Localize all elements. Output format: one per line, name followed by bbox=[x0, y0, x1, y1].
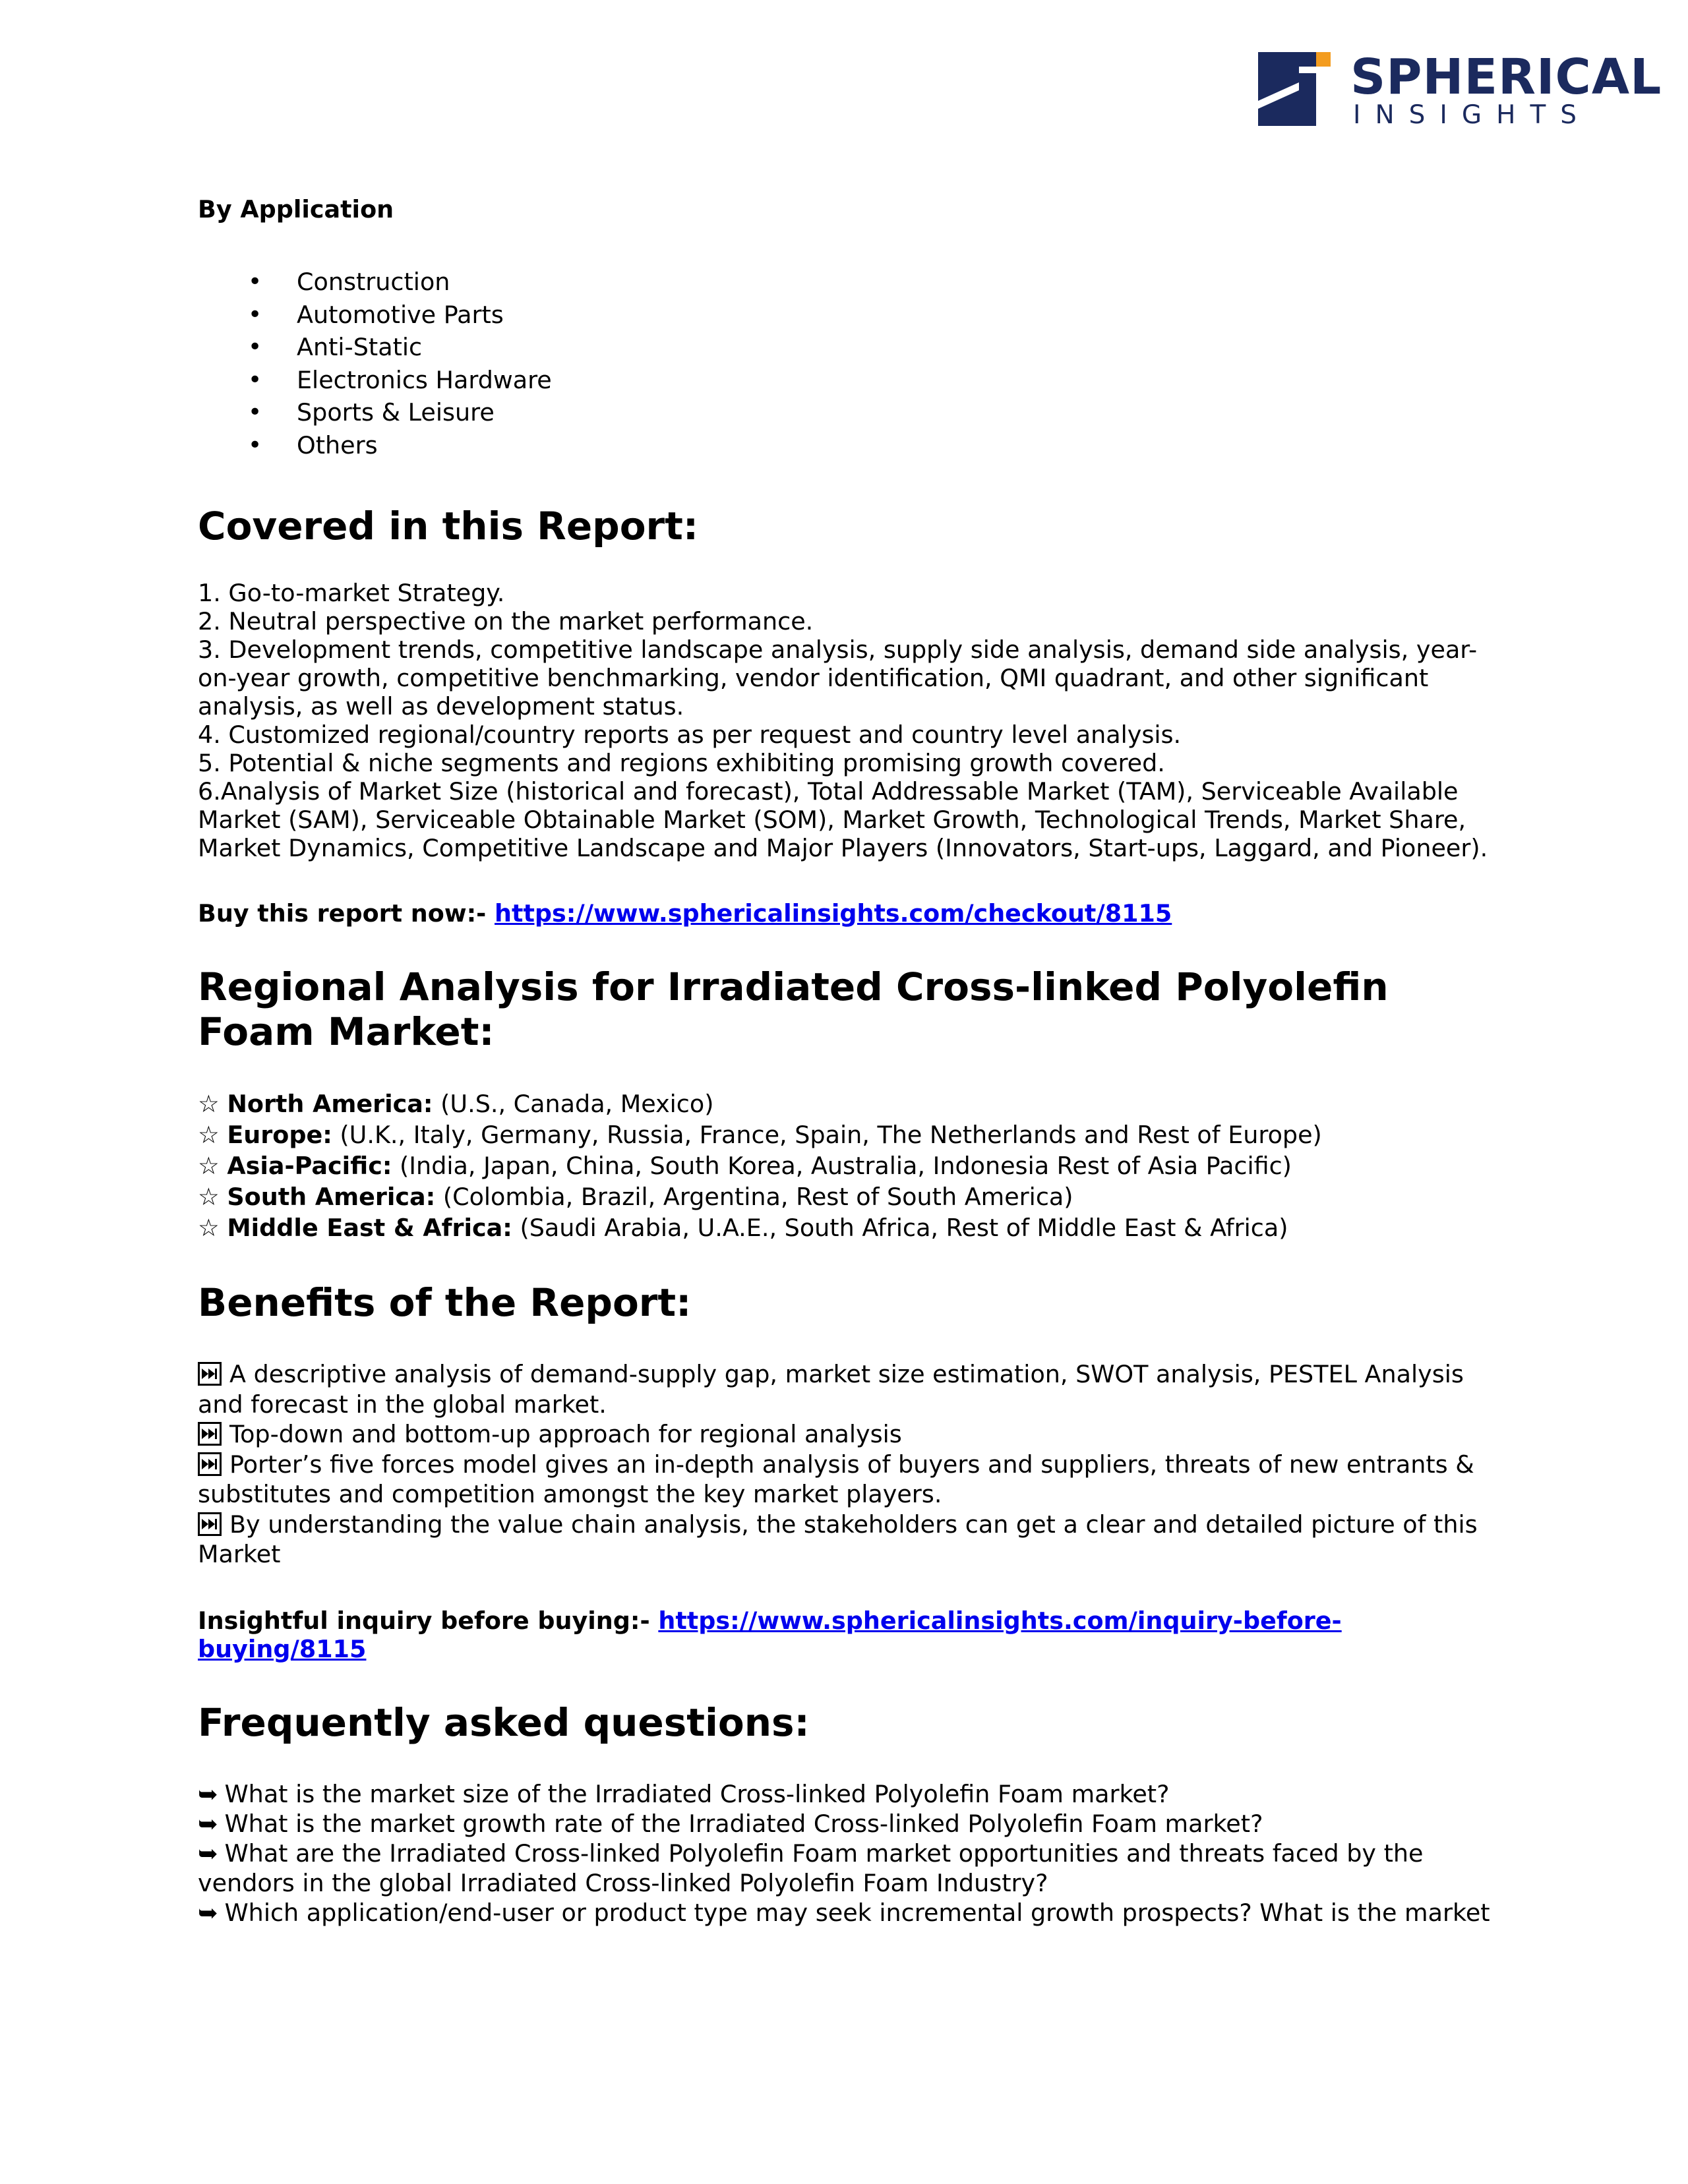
list-item: • Sports & Leisure bbox=[198, 396, 1503, 429]
buy-label: Buy this report now:- bbox=[198, 899, 495, 928]
fast-forward-box-icon bbox=[198, 1452, 222, 1476]
regional-heading: Regional Analysis for Irradiated Cross-linked Polyolefin Foam Market: bbox=[198, 964, 1389, 1054]
benefit-list bbox=[198, 1359, 1503, 1570]
logo-wordmark-bottom: INSIGHTS bbox=[1353, 100, 1592, 130]
star-icon: ☆ bbox=[198, 1214, 220, 1242]
list-item: • Automotive Parts bbox=[198, 299, 1503, 332]
list-item: ☆ North America: (U.S., Canada, Mexico) bbox=[198, 1090, 714, 1118]
list-item: • Anti-Static bbox=[198, 331, 1503, 364]
region-list bbox=[198, 1088, 1503, 1243]
bullet-icon: • bbox=[248, 399, 262, 426]
benefits-heading: Benefits of the Report: bbox=[198, 1280, 692, 1325]
list-item: • Electronics Hardware bbox=[198, 364, 1503, 397]
faq-heading: Frequently asked questions: bbox=[198, 1699, 810, 1745]
fast-forward-box-icon bbox=[198, 1512, 222, 1536]
star-icon: ☆ bbox=[198, 1121, 220, 1149]
inquiry-label: Insightful inquiry before buying:- bbox=[198, 1606, 659, 1635]
list-item: ☆ Europe: (U.K., Italy, Germany, Russia, France, Spain, The Netherlands and Rest of Europe) bbox=[198, 1121, 1322, 1149]
list-item: ➥ What is the market growth rate of the Irradiated Cross-linked Polyolefin Foam market? bbox=[198, 1809, 1263, 1838]
list-item: 6.Analysis of Market Size (historical and forecast), Total Addressable Market (TAM), Serviceable Available Market (SAM), Serviceable Obtainable Market (SOM), Market Growth, Technological Trends, Market Share, Market Dynamics, Competitive Landscape and Major Players (Innovators, Start-ups, Laggard, and Pioneer). bbox=[198, 777, 1488, 862]
logo-mark-icon bbox=[1258, 52, 1331, 126]
arrow-icon: ➥ bbox=[198, 1898, 218, 1927]
star-icon: ☆ bbox=[198, 1090, 220, 1118]
bullet-icon: • bbox=[248, 268, 262, 295]
star-icon: ☆ bbox=[198, 1183, 220, 1211]
checkout-link[interactable]: https://www.sphericalinsights.com/checkout/8115 bbox=[495, 899, 1172, 928]
list-item: A descriptive analysis of demand-supply gap, market size estimation, SWOT analysis, PESTEL Analysis and forecast in the global market. bbox=[198, 1360, 1464, 1419]
star-icon: ☆ bbox=[198, 1152, 220, 1180]
logo-wordmark-top: SPHERICAL bbox=[1350, 49, 1662, 105]
covered-list bbox=[198, 579, 1503, 862]
list-item: 4. Customized regional/country reports as per request and country level analysis. bbox=[198, 721, 1182, 749]
bullet-icon: • bbox=[248, 431, 262, 459]
list-item: 5. Potential & niche segments and regions exhibiting promising growth covered. bbox=[198, 749, 1165, 777]
buy-report-line bbox=[198, 899, 1503, 928]
spherical-insights-logo bbox=[1258, 49, 1662, 130]
arrow-icon: ➥ bbox=[198, 1839, 218, 1868]
list-item: • Others bbox=[198, 429, 1503, 462]
inquiry-line bbox=[198, 1607, 1503, 1663]
list-item: 3. Development trends, competitive landscape analysis, supply side analysis, demand side analysis, year-on-year growth, competitive benchmarking, vendor identification, QMI quadrant, and other significant analysis, as well as development status. bbox=[198, 635, 1478, 721]
document-content bbox=[198, 195, 1503, 1928]
list-item: 2. Neutral perspective on the market performance. bbox=[198, 607, 814, 635]
list-item: ☆ South America: (Colombia, Brazil, Argentina, Rest of South America) bbox=[198, 1183, 1073, 1211]
list-item: Top-down and bottom-up approach for regional analysis bbox=[198, 1419, 1503, 1450]
application-list bbox=[198, 266, 1503, 461]
list-item: ☆ Middle East & Africa: (Saudi Arabia, U.A.E., South Africa, Rest of Middle East & Africa) bbox=[198, 1214, 1288, 1242]
list-item: Porter’s five forces model gives an in-depth analysis of buyers and suppliers, threats of new entrants & substitutes and competition amongst the key market players. bbox=[198, 1450, 1474, 1508]
list-item: 1. Go-to-market Strategy. bbox=[198, 579, 505, 607]
covered-heading: Covered in this Report: bbox=[198, 504, 699, 548]
bullet-icon: • bbox=[248, 366, 262, 394]
bullet-icon: • bbox=[248, 301, 262, 328]
list-item: By understanding the value chain analysis, the stakeholders can get a clear and detailed picture of this Market bbox=[198, 1510, 1478, 1568]
by-application-heading: By Application bbox=[198, 195, 394, 223]
list-item: ➥ What are the Irradiated Cross-linked Polyolefin Foam market opportunities and threats faced by the vendors in the global Irradiated Cross-linked Polyolefin Foam Industry? bbox=[198, 1839, 1424, 1897]
arrow-icon: ➥ bbox=[198, 1809, 218, 1838]
list-item: ☆ Asia-Pacific: (India, Japan, China, South Korea, Australia, Indonesia Rest of Asia Pacific) bbox=[198, 1152, 1292, 1180]
fast-forward-box-icon bbox=[198, 1422, 222, 1446]
list-item: ➥ What is the market size of the Irradiated Cross-linked Polyolefin Foam market? bbox=[198, 1779, 1170, 1808]
faq-list bbox=[198, 1779, 1503, 1928]
arrow-icon: ➥ bbox=[198, 1779, 218, 1808]
inquiry-link[interactable]: https://www.sphericalinsights.com/inquiry-before-buying/8115 bbox=[198, 1606, 1342, 1663]
fast-forward-box-icon bbox=[198, 1362, 222, 1386]
list-item: • Construction bbox=[198, 266, 1503, 299]
list-item: ➥ Which application/end-user or product type may seek incremental growth prospects? What is the market bbox=[198, 1898, 1490, 1927]
bullet-icon: • bbox=[248, 334, 262, 361]
